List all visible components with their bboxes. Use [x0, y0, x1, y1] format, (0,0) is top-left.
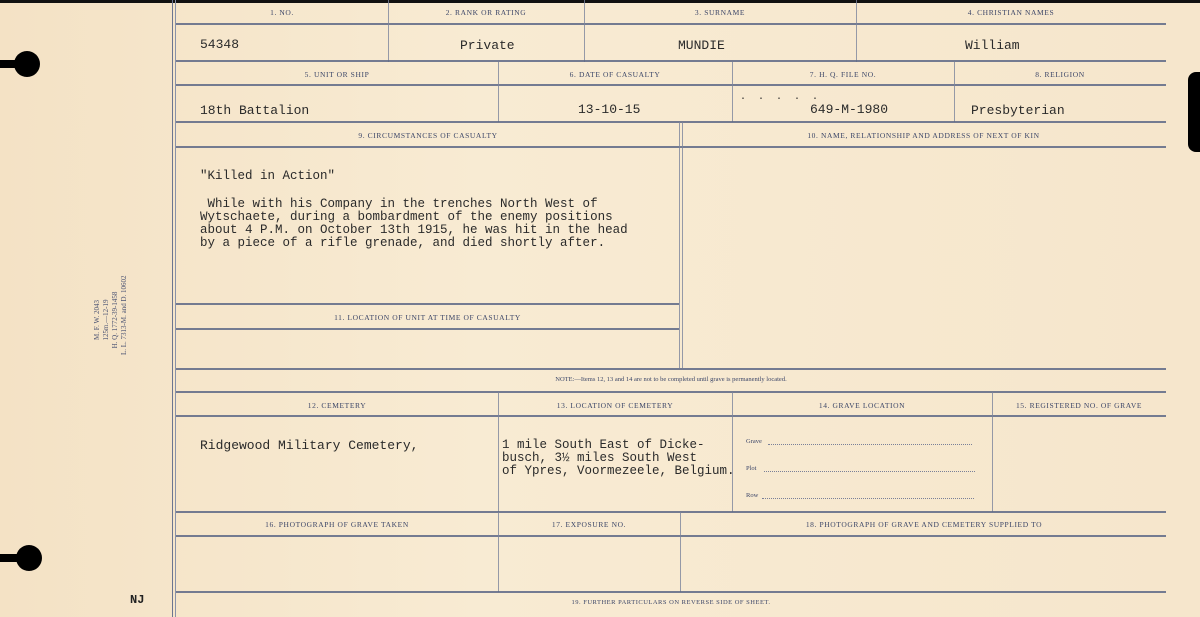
rule: [176, 23, 1166, 25]
rule: [176, 415, 1166, 417]
row-field[interactable]: [762, 498, 974, 499]
col-rule: [682, 122, 683, 368]
label-location-unit: 11. LOCATION OF UNIT AT TIME OF CASUALTY: [334, 313, 521, 322]
field-unit[interactable]: 18th Battalion: [200, 103, 310, 118]
rule: [176, 368, 1166, 370]
print-line: L. L. 7313-M. and D. 10602: [120, 275, 128, 355]
binder-hole-top: [14, 51, 40, 77]
label-date: 6. DATE OF CASUALTY: [569, 70, 661, 79]
label-photo-supplied: 18. PHOTOGRAPH OF GRAVE AND CEMETERY SUPPLIED TO: [805, 520, 1043, 529]
rule: [176, 535, 1166, 537]
paper-tear: [1188, 72, 1200, 152]
rule: [176, 146, 1166, 148]
print-line: M. F. W. 2043: [93, 300, 101, 340]
label-grave: Grave: [746, 438, 762, 445]
binder-hole-bottom: [16, 545, 42, 571]
col-rule: [992, 392, 993, 512]
rule: [176, 303, 679, 305]
rule: [176, 84, 1166, 86]
label-exposure-no: 17. EXPOSURE NO.: [551, 520, 627, 529]
rule: [176, 328, 679, 330]
label-hq-file: 7. H. Q. FILE NO.: [809, 70, 877, 79]
label-photo-taken: 16. PHOTOGRAPH OF GRAVE TAKEN: [265, 520, 409, 529]
print-line: H. Q. 1772-39-1458: [111, 291, 119, 349]
col-rule: [732, 62, 733, 122]
label-cemetery: 12. CEMETERY: [307, 401, 367, 410]
print-line: 125m.—12-19: [102, 299, 110, 341]
label-cemetery-location: 13. LOCATION OF CEMETERY: [556, 401, 674, 410]
label-christian-names: 4. CHRISTIAN NAMES: [967, 8, 1055, 17]
label-rank: 2. RANK OR RATING: [445, 8, 527, 17]
label-religion: 8. RELIGION: [1035, 70, 1085, 79]
rule: [176, 60, 1166, 62]
col-rule: [954, 62, 955, 122]
col-rule: [680, 512, 681, 592]
label-grave-location: 14. GRAVE LOCATION: [818, 401, 906, 410]
scan-edge: [0, 0, 1200, 3]
circumstances-line[interactable]: by a piece of a rifle grenade, and died shortly after.: [200, 236, 606, 250]
col-rule: [584, 0, 585, 62]
label-unit: 5. UNIT OR SHIP: [304, 70, 370, 79]
label-next-of-kin: 10. NAME, RELATIONSHIP AND ADDRESS OF NEXT OF KIN: [807, 131, 1040, 140]
col-rule: [498, 392, 499, 512]
initials: NJ: [130, 593, 145, 607]
field-surname[interactable]: MUNDIE: [678, 38, 725, 53]
col-rule: [679, 122, 680, 368]
col-rule: [388, 0, 389, 62]
cemetery-location-line[interactable]: busch, 3½ miles South West: [502, 451, 698, 465]
circumstances-heading[interactable]: "Killed in Action": [200, 169, 336, 183]
grave-field[interactable]: [768, 444, 972, 445]
rule: [176, 121, 1166, 123]
col-rule: [498, 62, 499, 122]
field-christian-names[interactable]: William: [965, 38, 1020, 53]
footer-note: 19. FURTHER PARTICULARS ON REVERSE SIDE OF SHEET.: [571, 599, 771, 606]
rule: [176, 591, 1166, 593]
field-hq-file[interactable]: 649-M-1980: [810, 102, 889, 117]
plot-field[interactable]: [764, 471, 975, 472]
completion-note: NOTE:—Items 12, 13 and 14 are not to be completed until grave is permanently located.: [555, 376, 787, 383]
cemetery-location-line[interactable]: 1 mile South East of Dicke-: [502, 438, 705, 452]
label-surname: 3. SURNAME: [694, 8, 746, 17]
field-religion[interactable]: Presbyterian: [971, 103, 1065, 118]
col-rule: [856, 0, 857, 62]
field-cemetery[interactable]: Ridgewood Military Cemetery,: [200, 438, 419, 453]
label-plot: Plot: [746, 465, 757, 472]
label-circumstances: 9. CIRCUMSTANCES OF CASUALTY: [358, 131, 498, 140]
field-no[interactable]: 54348: [200, 37, 240, 52]
circumstances-line[interactable]: about 4 P.M. on October 13th 1915, he was hit in the head: [200, 223, 628, 237]
rule: [176, 391, 1166, 393]
label-no: 1. NO.: [270, 8, 294, 17]
label-registered-no: 15. REGISTERED NO. OF GRAVE: [1015, 401, 1143, 410]
cemetery-location-line[interactable]: of Ypres, Voormezeele, Belgium.: [502, 464, 735, 478]
rule: [176, 511, 1166, 513]
field-rank[interactable]: Private: [460, 38, 515, 53]
circumstances-line[interactable]: Wytschaete, during a bombardment of the enemy positions: [200, 210, 613, 224]
col-rule: [732, 392, 733, 512]
field-date[interactable]: 13-10-15: [578, 102, 641, 117]
circumstances-line[interactable]: While with his Company in the trenches North West of: [200, 197, 598, 211]
label-row: Row: [746, 492, 759, 499]
col-rule: [498, 512, 499, 592]
hq-file-dots: . . . . .: [740, 92, 822, 103]
